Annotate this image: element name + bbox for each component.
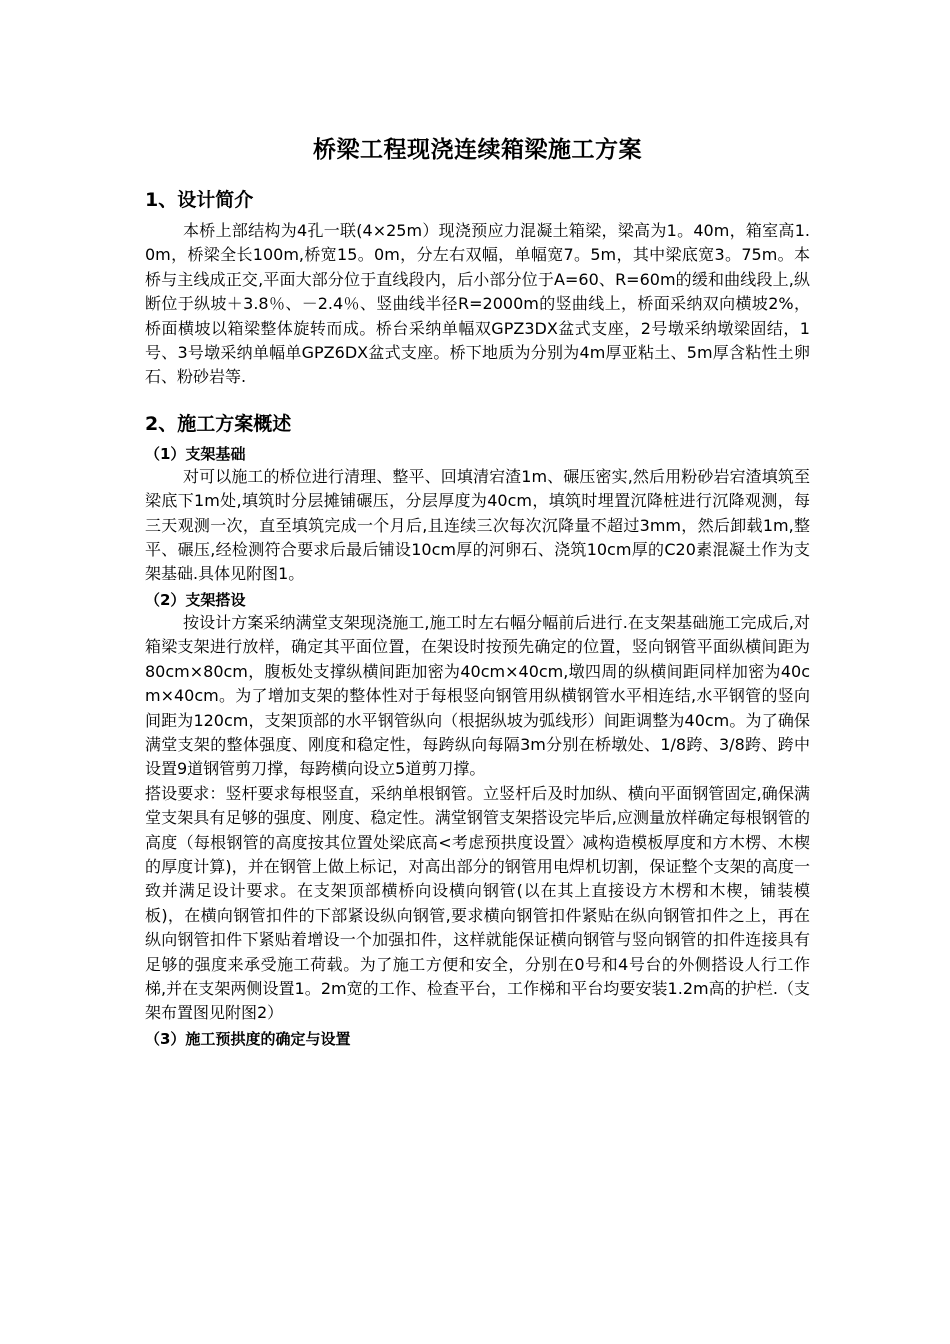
subsection-heading-support-foundation: （1）支架基础 — [145, 444, 246, 463]
document-title: 桥梁工程现浇连续箱梁施工方案 — [313, 137, 642, 163]
document-body — [145, 134, 810, 1050]
support-foundation-paragraph: 对可以施工的桥位进行清理、整平、回填清宕渣1m、碾压密实,然后用粉砂岩宕渣填筑至梁底下1m处,填筑时分层摊铺碾压，分层厚度为40cm，填筑时埋置沉降桩进行沉降观测，每三天观测一次，直至填筑完成一个月后,且连续三次每次沉降量不超过3mm，然后卸载1m,整平、碾压,经检测符合要求后最后铺设10cm厚的河卵石、浇筑10cm厚的C20素混凝土作为支架基础.具体见附图1。 — [145, 466, 810, 584]
design-intro-paragraph: 本桥上部结构为4孔一联(4×25m）现浇预应力混凝土箱梁，梁高为1。40m，箱室高1.0m，桥梁全长100m,桥宽15。0m，分左右双幅，单幅宽7。5m，其中梁底宽3。75m。本桥与主线成正交,平面大部分位于直线段内，后小部分位于A=60、R=60m的缓和曲线段上,纵断位于纵坡＋3.8％、－2.4％、竖曲线半径R=2000m的竖曲线上，桥面采纳双向横坡2%，桥面横坡以箱梁整体旋转而成。桥台采纳单幅双GPZ3DX盆式支座，2号墩采纳墩梁固结，1号、3号墩采纳单幅单GPZ6DX盆式支座。桥下地质为分别为4m厚亚粘土、5m厚含粘性土卵石、粉砂岩等. — [145, 221, 810, 387]
erection-requirements-paragraph: 搭设要求：竖杆要求每根竖直，采纳单根钢管。立竖杆后及时加纵、横向平面钢管固定,确保满堂支架具有足够的强度、刚度、稳定性。满堂钢管支架搭设完毕后,应测量放样确定每根钢管的高度（每根钢管的高度按其位置处梁底高<考虑预拱度设置〉减构造模板厚度和方木楞、木楔的厚度计算)，并在钢管上做上标记，对高出部分的钢管用电焊机切割，保证整个支架的高度一致并满足设计要求。在支架顶部横桥向设横向钢管(以在其上直接设方木楞和木楔，铺装模板)，在横向钢管扣件的下部紧设纵向钢管,要求横向钢管扣件紧贴在纵向钢管扣件之上，再在纵向钢管扣件下紧贴着增设一个加强扣件，这样就能保证横向钢管与竖向钢管的扣件连接具有足够的强度来承受施工荷载。为了施工方便和安全，分别在0号和4号台的外侧搭设人行工作梯,并在支架两侧设置1。2m宽的工作、检查平台，工作梯和平台均要安装1.2m高的护栏.（支架布置图见附图2） — [145, 783, 810, 1023]
subsection-heading-support-erection: （2）支架搭设 — [145, 590, 246, 609]
support-erection-paragraph: 按设计方案采纳满堂支架现浇施工,施工时左右幅分幅前后进行.在支架基础施工完成后,对箱梁支架进行放样，确定其平面位置，在架设时按预先确定的位置，竖向钢管平面纵横间距为80cm×80cm，腹板处支撑纵横间距加密为40cm×40cm,墩四周的纵横间距同样加密为40cm×40cm。为了增加支架的整体性对于每根竖向钢管用纵横钢管水平相连结,水平钢管的竖向间距为120cm，支架顶部的水平钢管纵向（根据纵坡为弧线形）间距调整为40cm。为了确保满堂支架的整体强度、刚度和稳定性，每跨纵向每隔3m分别在桥墩处、1/8跨、3/8跨、跨中设置9道钢管剪刀撑，每跨横向设立5道剪刀撑。 — [145, 612, 810, 779]
subsection-heading-camber: （3）施工预拱度的确定与设置 — [145, 1029, 351, 1048]
section-heading-design-intro: 1、设计简介 — [145, 189, 254, 211]
section-heading-construction-overview: 2、施工方案概述 — [145, 412, 292, 435]
